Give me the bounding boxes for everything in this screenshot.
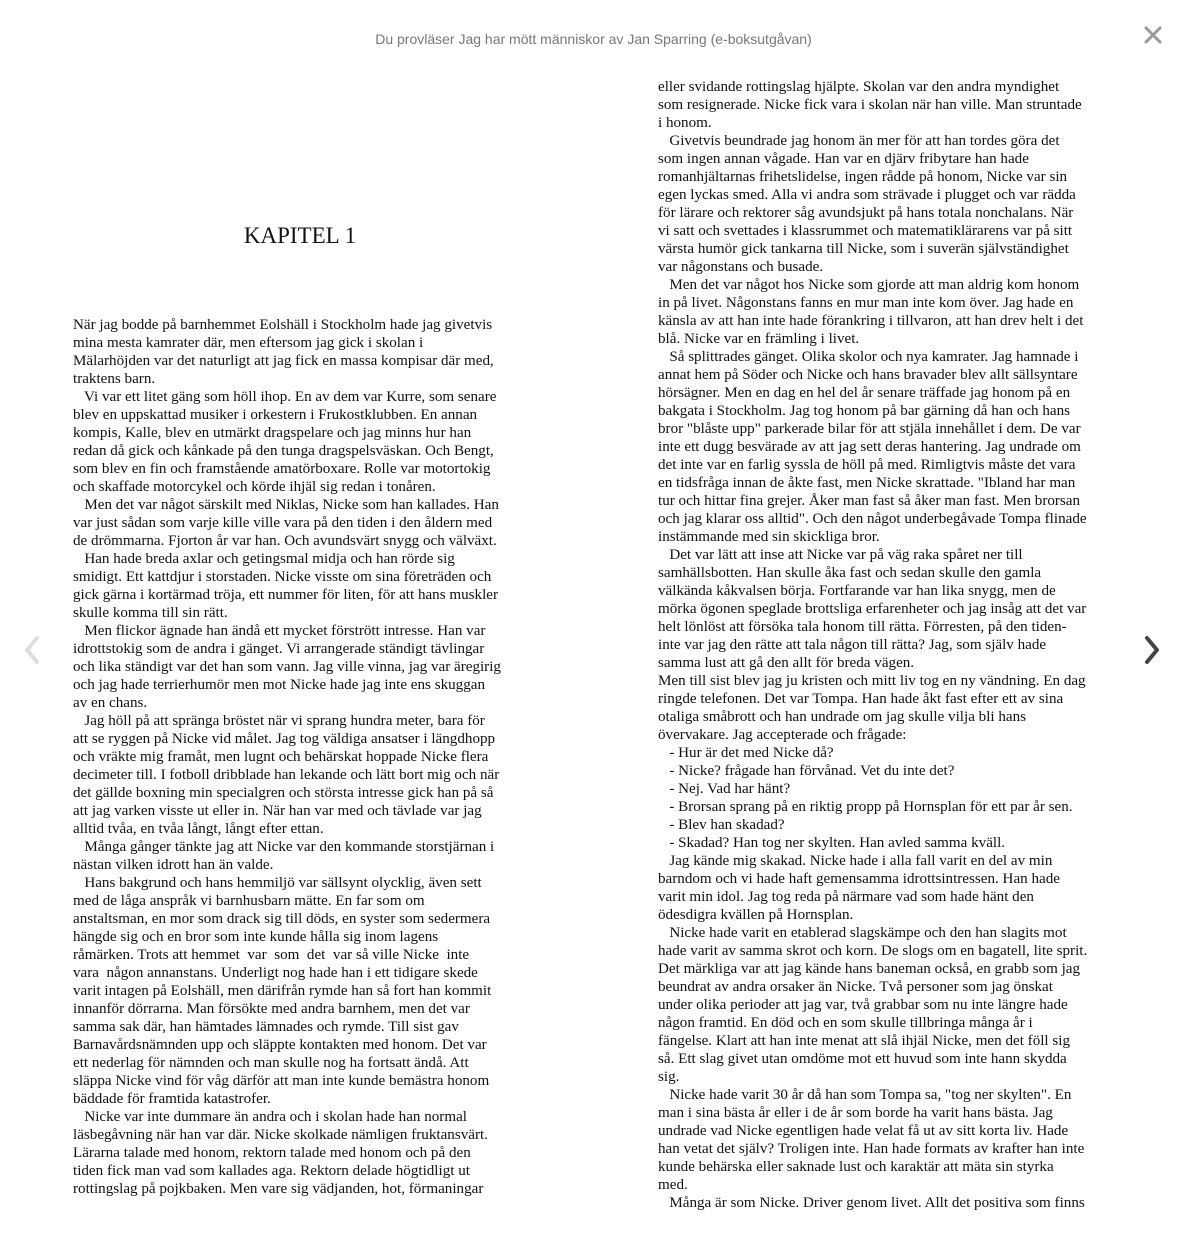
dialogue-line: - Nicke? frågade han förvånad. Vet du inte det? xyxy=(658,763,955,779)
paragraph: Många är som Nicke. Driver genom livet. Allt det positiva som finns xyxy=(658,1195,1085,1211)
paragraph: eller svidande rottingslag hjälpte. Skolan var den andra myndighet som resignerade. Nicke fick vara i skolan när han ville. Man struntade i honom. xyxy=(658,79,1082,131)
paragraph: Nicke hade varit en etablerad slagskämpe och den han slagits mot hade varit av samma skrot och korn. De slogs om en bagatell, lite sprit. Det märkliga var att jag kände hans baneman också, en grabb som jag beundrat av andra orsaker än Nicke. Två personer som jag önskat under olika perioder att jag var, två grabbar som nu inte längre hade någon framtid. En död och en som skulle tillbringa många år i fängelse. Klart att han inte menat att slå ihjäl Nicke, men det föll sig så. Ett slag givet utan omdöme mot ett huvud som inte hann skydda sig. xyxy=(658,925,1088,1085)
dialogue-line: - Skadad? Han tog ner skylten. Han avled samma kväll. xyxy=(658,835,1006,851)
paragraph: Men flickor ägnade han ändå ett mycket förstrött intresse. Han var idrottstokig som de andra i gänget. Vi arrangerade ständigt tävlingar och lika ständigt var det han som vann. Jag ville vinna, jag var äregirig och jag hade terrierhumör men mot Nicke hade jag inte ens skuggan av en chans. xyxy=(73,623,501,711)
dialogue-line: - Blev han skadad? xyxy=(658,817,785,833)
right-page xyxy=(658,78,1120,1212)
paragraph: Men det var något särskilt med Niklas, Nicke som han kallades. Han var just sådan som varje kille ville vara på den tiden i den åldern med de drömmarna. Fjorton år var han. Och avundsvärt snygg och välväxt. xyxy=(73,497,499,549)
chevron-right-icon[interactable] xyxy=(1142,632,1162,668)
close-icon[interactable] xyxy=(1138,22,1168,52)
next-page-button[interactable] xyxy=(1142,632,1162,668)
previous-page-button[interactable] xyxy=(22,632,42,668)
preview-title: Du provläser Jag har mött människor av Jan Sparring (e-boksutgåvan) xyxy=(375,31,812,47)
paragraph: Han hade breda axlar och getingsmal midja och han rörde sig smidigt. Ett kattdjur i storstaden. Nicke visste om sina företräden och gick gärna i kortärmad tröja, ett nummer för liten, för att hans muskler skulle komma till sin rätt. xyxy=(73,551,499,621)
dialogue-line: - Hur är det med Nicke då? xyxy=(658,745,834,761)
paragraph: Men det var något hos Nicke som gjorde att man aldrig kom honom in på livet. Någonstans fanns en mur man inte kom över. Jag hade en känsla av att han inte hade förankring i tillvaron, att han drev helt i det blå. Nicke var en främling i livet. xyxy=(658,277,1084,347)
paragraph: Men till sist blev jag ju kristen och mitt liv tog en ny vändning. En dag ringde telefonen. Det var Tompa. Han hade åkt fast efter ett av sina otaliga småbrott och han undrade om jag skulle vilja bli hans övervakare. Jag accepterade och frågade: xyxy=(658,673,1086,743)
paragraph: När jag bodde på barnhemmet Eolshäll i Stockholm hade jag givetvis mina mesta kamrater där, men eftersom jag gick i skolan i Mälarhöjden var det naturligt att jag fick en massa kompisar där med, traktens barn. xyxy=(73,317,494,387)
paragraph: Det var lätt att inse att Nicke var på väg raka spåret ner till samhällsbotten. Han skulle åka fast och sedan skulle den gamla välkända kåkvalsen börja. Fortfarande var han lika snygg, men de mörka ögonen speglade brottsliga erfarenheter och jag insåg att det var helt lönlöst att försöka tala honom till rätta. Förresten, på den tiden- inte var jag den rätte att tala någon till rätta? Jag, som själv hade samma lust att gå den allt för breda vägen. xyxy=(658,547,1087,671)
paragraph: Nicke hade varit 30 år då han som Tompa sa, "tog ner skylten". En man i sina bästa år eller i de år som borde ha varit hans bästa. Jag undrade vad Nicke egentligen hade velat få ut av sitt korta liv. Hade han vetat det själv? Troligen inte. Han hade formats av krafter han inte kunde behärska eller saknade lust och karaktär att mäta sin styrka med. xyxy=(658,1087,1085,1193)
close-button[interactable] xyxy=(1138,22,1168,52)
paragraph: Givetvis beundrade jag honom än mer för att han tordes göra det som ingen annan vågade. Han var en djärv fribytare han hade romanhjältarnas frihetslidelse, ingen rådde på honom, Nicke var sin egen lyckas smed. Alla vi andra som strävade i plugget och var rädda för lärare och rektorer såg avundsjukt på hans totala nonchalans. När vi satt och svettades i klassrummet och matematiklärarens var på sitt värsta humör gick tankarna till Nicke, som i suverän självständighet var någonstans och busade. xyxy=(658,133,1076,275)
paragraph: Så splittrades gänget. Olika skolor och nya kamrater. Jag hamnade i annat hem på Söder och Nicke och hans bravader blev allt sällsyntare hörsägner. Men en dag en hel del år senare träffade jag honom på en bakgata i Stockholm. Jag tog honom på bar gärning då han och hans bror "blåste upp" parkerade bilar för att stjäla innehållet i dem. De var inte ett dugg besvärade av att jag sett deras hantering. Jag undrade om det inte var en farlig syssla de höll på med. Rimligtvis måste det vara en tidsfråga innan de åkte fast, men Nicke skrattade. "Ibland har man tur och hittar fina grejer. Åker man fast så åker man fast. Men brorsan och jag klarar oss alltid". Och den något underbegåvade Tompa flinade instämmande med sin skickliga bror. xyxy=(658,349,1087,545)
paragraph: Många gånger tänkte jag att Nicke var den kommande storstjärnan i nästan vilken idrott han än valde. xyxy=(73,839,495,873)
dialogue-line: - Nej. Vad har hänt? xyxy=(658,781,791,797)
dialogue-line: - Brorsan sprang på en riktig propp på Hornsplan för ett par år sen. xyxy=(658,799,1073,815)
left-page xyxy=(73,316,533,1198)
paragraph: Hans bakgrund och hans hemmiljö var sällsynt olycklig, även sett med de låga anspråk vi barnhusbarn mätte. En far som om anstaltsman, en mor som drack sig till döds, en syster som sedermera hängde sig och en bror som inte kunde hålla sig inom lagens råmärken. Trots att hemmet var som det var så ville Nicke inte vara någon annanstans. Underligt nog hade han i ett tidigare skede varit intagen på Eolshäll, men därifrån rymde han så fort han kommit innanför dörrarna. Man försökte med andra barnhem, men det var samma sak där, han hämtades lämnades och rymde. Till sist gav Barnavårdsnämnden upp och släppte kontakten med honom. Det var ett nederlag för nämnden och man skulle nog ha fortsatt ändå. Att släppa Nicke vind för våg därför att man inte kunde bemästra honom bäddade för framtida katastrofer. xyxy=(73,875,492,1107)
paragraph: Jag höll på att spränga bröstet när vi sprang hundra meter, bara för att se ryggen på Nicke vid målet. Jag tog väldiga ansatser i längdhopp och vräkte mig framåt, men lugnt och behärskat hoppade Nicke flera decimeter till. I fotboll dribblade han lekande och lätt bort mig och när det gällde boxning min specialgren och största intresse gick han på så att jag varken visste ut eller in. När han var med och tävlade var jag alltid tvåa, en tvåa långt, långt efter ettan. xyxy=(73,713,500,837)
chapter-title: KAPITEL 1 xyxy=(243,223,357,248)
paragraph: Vi var ett litet gäng som höll ihop. En av dem var Kurre, som senare blev en uppskattad musiker i orkestern i Frukostklubben. En annan kompis, Kalle, blev en utmärkt dragspelare och jag minns hur han redan då gick och kånkade på den tunga dragspelsväskan. Och Bengt, som blev en fin och framstående amatörboxare. Rolle var motortokig och skaffade motorcykel och körde ihjäl sig redan i tonåren. xyxy=(73,389,497,495)
paragraph: Jag kände mig skakad. Nicke hade i alla fall varit en del av min barndom och vi hade haft gemensamma idrottsintressen. Han hade varit min idol. Jag tog reda på närmare vad som hade hänt den ödesdigra kvällen på Hornsplan. xyxy=(658,853,1060,923)
chevron-left-icon[interactable] xyxy=(22,632,42,668)
paragraph: Nicke var inte dummare än andra och i skolan hade han normal läsbegåvning när han var där. Nicke skolkade nämligen fruktansvärt. Lärarna talade med honom, rektorn talade med honom och på den tiden fick man vad som kallades aga. Rektorn delade högtidligt ut rottingslag på pojkbaken. Men vare sig vädjanden, hot, förmaningar xyxy=(73,1109,488,1197)
